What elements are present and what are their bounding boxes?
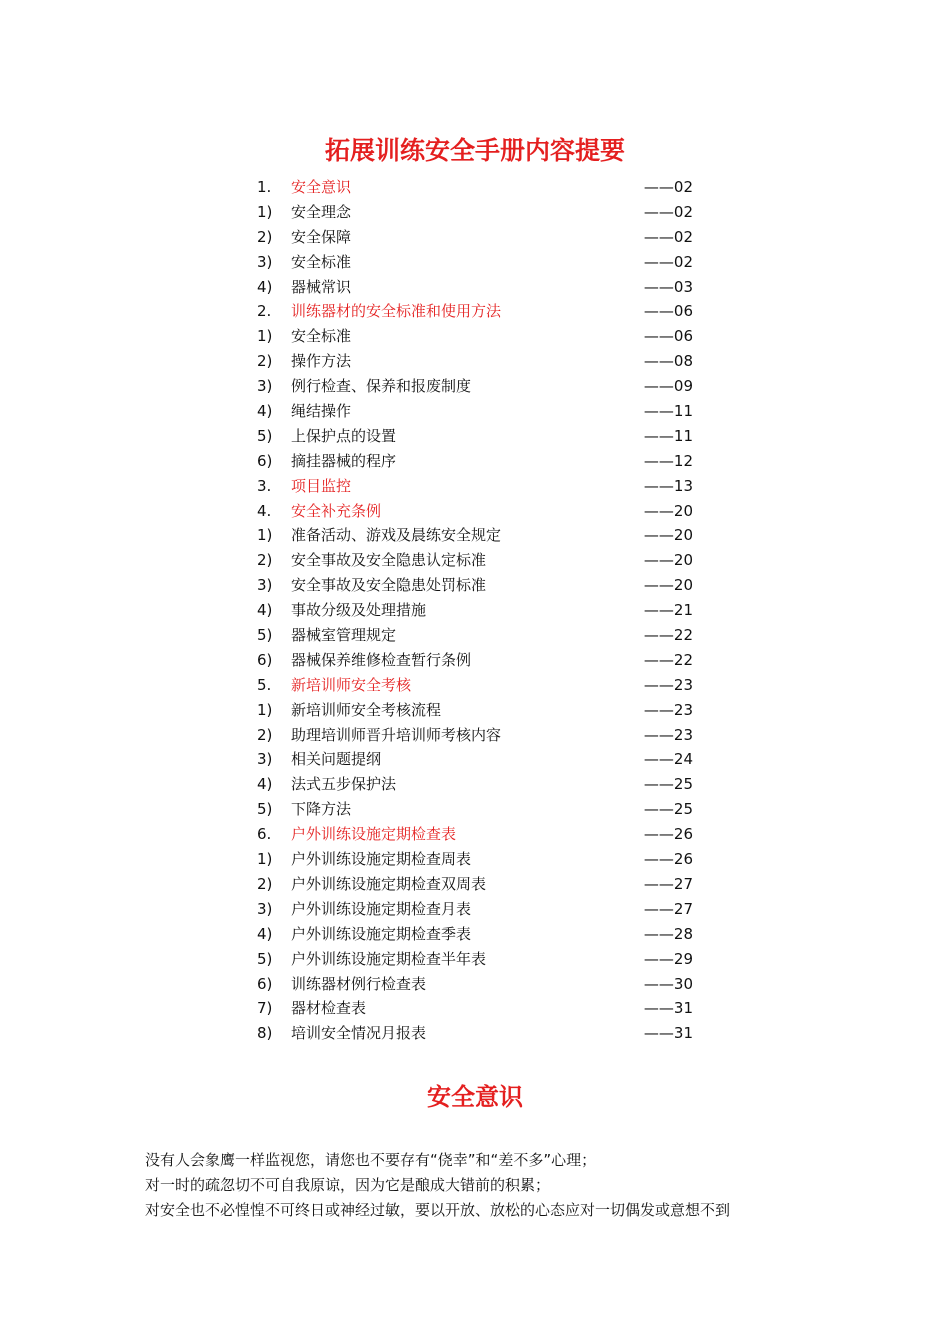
toc-entry-text: 新培训师安全考核	[291, 675, 412, 694]
toc-number: 5)	[257, 800, 273, 819]
toc-item-row	[257, 200, 693, 225]
toc-number: 3)	[257, 576, 273, 595]
toc-entry-text: 户外训练设施定期检查季表	[291, 924, 472, 943]
toc-number: 5)	[257, 426, 273, 445]
toc-page-number: ——27	[643, 899, 693, 918]
toc-page-number: ——31	[643, 999, 693, 1018]
toc-page-number: ——20	[643, 501, 693, 520]
toc-item-row	[257, 947, 693, 972]
toc-item-row	[257, 797, 693, 822]
toc-entry-text: 摘挂器械的程序	[291, 451, 397, 470]
body-line: 对安全也不必惶惶不可终日或神经过敏，要以开放、放松的心态应对一切偶发或意想不到	[145, 1201, 731, 1219]
toc-number: 1)	[257, 700, 273, 719]
toc-page-number: ——20	[643, 526, 693, 545]
toc-number: 6)	[257, 451, 273, 470]
toc-number: 4)	[257, 402, 273, 421]
toc-page-number: ——12	[643, 451, 693, 470]
toc-number: 2)	[257, 551, 273, 570]
toc-item-row	[257, 424, 693, 449]
toc-item-row	[257, 723, 693, 748]
toc-number: 8)	[257, 1024, 273, 1043]
toc-page-number: ——08	[643, 352, 693, 371]
toc-item-row	[257, 449, 693, 474]
toc-page-number: ——23	[643, 675, 693, 694]
toc-item-row	[257, 747, 693, 772]
toc-number: 6.	[257, 825, 272, 844]
toc-page-number: ——27	[643, 874, 693, 893]
toc-item-row	[257, 399, 693, 424]
toc-number: 3)	[257, 750, 273, 769]
toc-page-number: ——02	[643, 252, 693, 271]
toc-number: 4)	[257, 277, 273, 296]
toc-item-row	[257, 225, 693, 250]
toc-page-number: ——21	[643, 601, 693, 620]
toc-number: 1)	[257, 202, 273, 221]
toc-entry-text: 操作方法	[291, 352, 352, 371]
toc-item-row	[257, 523, 693, 548]
toc-section-row	[257, 474, 693, 499]
toc-entry-text: 户外训练设施定期检查双周表	[291, 874, 487, 893]
toc-page-number: ——02	[643, 178, 693, 196]
toc-entry-text: 项目监控	[291, 476, 352, 495]
toc-section-row	[257, 175, 693, 200]
toc-item-row	[257, 598, 693, 623]
toc-entry-text: 器械室管理规定	[291, 626, 397, 645]
toc-number: 5)	[257, 626, 273, 645]
toc-entry-text: 安全事故及安全隐患处罚标准	[291, 576, 487, 595]
toc-entry-text: 相关问题提纲	[291, 750, 382, 769]
toc-entry-text: 户外训练设施定期检查月表	[291, 899, 472, 918]
toc-page-number: ——06	[643, 302, 693, 321]
toc-item-row	[257, 872, 693, 897]
toc-section-row	[257, 822, 693, 847]
toc-page-number: ——23	[643, 700, 693, 719]
toc-entry-text: 事故分级及处理措施	[291, 601, 427, 620]
toc-entry-text: 准备活动、游戏及晨练安全规定	[291, 526, 502, 545]
toc-number: 4)	[257, 924, 273, 943]
toc-item-row	[257, 573, 693, 598]
body-paragraph	[145, 1148, 825, 1223]
toc-page-number: ——24	[643, 750, 693, 769]
toc-number: 6)	[257, 974, 273, 993]
toc-number: 1)	[257, 526, 273, 545]
toc-number: 4.	[257, 501, 272, 520]
toc-number: 4)	[257, 775, 273, 794]
body-line: 没有人会象鹰一样监视您，请您也不要存有“侥幸”和“差不多”心理；	[145, 1151, 597, 1169]
toc-page-number: ——11	[643, 426, 693, 445]
toc-number: 5.	[257, 675, 272, 694]
toc-item-row	[257, 548, 693, 573]
toc-item-row	[257, 250, 693, 275]
toc-item-row	[257, 648, 693, 673]
toc-number: 2)	[257, 725, 273, 744]
toc-page-number: ——28	[643, 924, 693, 943]
toc-entry-text: 助理培训师晋升培训师考核内容	[291, 725, 502, 744]
toc-number: 3)	[257, 252, 273, 271]
toc-item-row	[257, 972, 693, 997]
toc-entry-text: 安全理念	[291, 202, 352, 221]
toc-entry-text: 绳结操作	[291, 402, 352, 421]
toc-page-number: ——20	[643, 551, 693, 570]
toc-number: 2)	[257, 352, 273, 371]
toc-page-number: ——23	[643, 725, 693, 744]
toc-item-row	[257, 349, 693, 374]
toc-item-row	[257, 1021, 693, 1046]
toc-item-row	[257, 275, 693, 300]
toc-page-number: ——06	[643, 327, 693, 346]
toc-entry-text: 新培训师安全考核流程	[291, 700, 442, 719]
toc-entry-text: 器材检查表	[291, 999, 367, 1018]
toc-number: 3.	[257, 476, 272, 495]
toc-entry-text: 培训安全情况月报表	[291, 1024, 427, 1043]
body-line: 对一时的疏忽切不可自我原谅，因为它是酿成大错前的积累；	[145, 1176, 551, 1194]
toc-item-row	[257, 847, 693, 872]
toc-item-row	[257, 922, 693, 947]
toc-item-row	[257, 623, 693, 648]
toc-number: 1)	[257, 850, 273, 869]
toc-page-number: ——02	[643, 227, 693, 246]
toc-number: 5)	[257, 949, 273, 968]
toc-page-number: ——02	[643, 202, 693, 221]
toc-page-number: ——31	[643, 1024, 693, 1043]
toc-entry-text: 法式五步保护法	[291, 775, 397, 794]
toc-number: 2.	[257, 302, 272, 321]
toc-entry-text: 训练器材的安全标准和使用方法	[291, 302, 502, 321]
toc-page-number: ——11	[643, 402, 693, 421]
toc-entry-text: 例行检查、保养和报废制度	[291, 377, 472, 396]
toc-number: 3)	[257, 377, 273, 396]
toc-item-row	[257, 897, 693, 922]
toc-number: 7)	[257, 999, 273, 1018]
toc-section-row	[257, 499, 693, 524]
toc-page-number: ——03	[643, 277, 693, 296]
toc-number: 3)	[257, 899, 273, 918]
section-title: 安全意识	[427, 1083, 523, 1111]
toc-item-row	[257, 772, 693, 797]
toc-entry-text: 训练器材例行检查表	[291, 974, 427, 993]
toc-page-number: ——13	[643, 476, 693, 495]
toc-entry-text: 器械常识	[291, 277, 352, 296]
toc-entry-text: 安全意识	[291, 178, 352, 196]
toc-entry-text: 户外训练设施定期检查半年表	[291, 949, 487, 968]
toc-number: 2)	[257, 874, 273, 893]
toc-entry-text: 安全标准	[291, 327, 352, 346]
toc-number: 1)	[257, 327, 273, 346]
toc-number: 4)	[257, 601, 273, 620]
toc-item-row	[257, 324, 693, 349]
toc-section-row	[257, 299, 693, 324]
toc-entry-text: 器械保养维修检查暂行条例	[291, 650, 472, 669]
toc-page-number: ——22	[643, 650, 693, 669]
table-of-contents	[257, 175, 693, 1046]
toc-entry-text: 上保护点的设置	[291, 426, 397, 445]
toc-entry-text: 安全标准	[291, 252, 352, 271]
toc-page-number: ——26	[643, 825, 693, 844]
toc-entry-text: 户外训练设施定期检查周表	[291, 850, 472, 869]
toc-page-number: ——30	[643, 974, 693, 993]
toc-number: 6)	[257, 650, 273, 669]
toc-entry-text: 安全事故及安全隐患认定标准	[291, 551, 487, 570]
toc-entry-text: 安全补充条例	[291, 501, 382, 520]
toc-page-number: ——09	[643, 377, 693, 396]
toc-page-number: ——25	[643, 800, 693, 819]
toc-page-number: ——29	[643, 949, 693, 968]
toc-item-row	[257, 996, 693, 1021]
toc-page-number: ——22	[643, 626, 693, 645]
toc-page-number: ——26	[643, 850, 693, 869]
toc-number: 2)	[257, 227, 273, 246]
toc-item-row	[257, 374, 693, 399]
toc-page-number: ——20	[643, 576, 693, 595]
toc-item-row	[257, 698, 693, 723]
toc-page-number: ——25	[643, 775, 693, 794]
document-title: 拓展训练安全手册内容提要	[324, 136, 625, 165]
toc-section-row	[257, 673, 693, 698]
toc-entry-text: 下降方法	[291, 800, 352, 819]
toc-number: 1.	[257, 178, 272, 196]
toc-entry-text: 安全保障	[291, 227, 352, 246]
toc-entry-text: 户外训练设施定期检查表	[291, 825, 457, 844]
